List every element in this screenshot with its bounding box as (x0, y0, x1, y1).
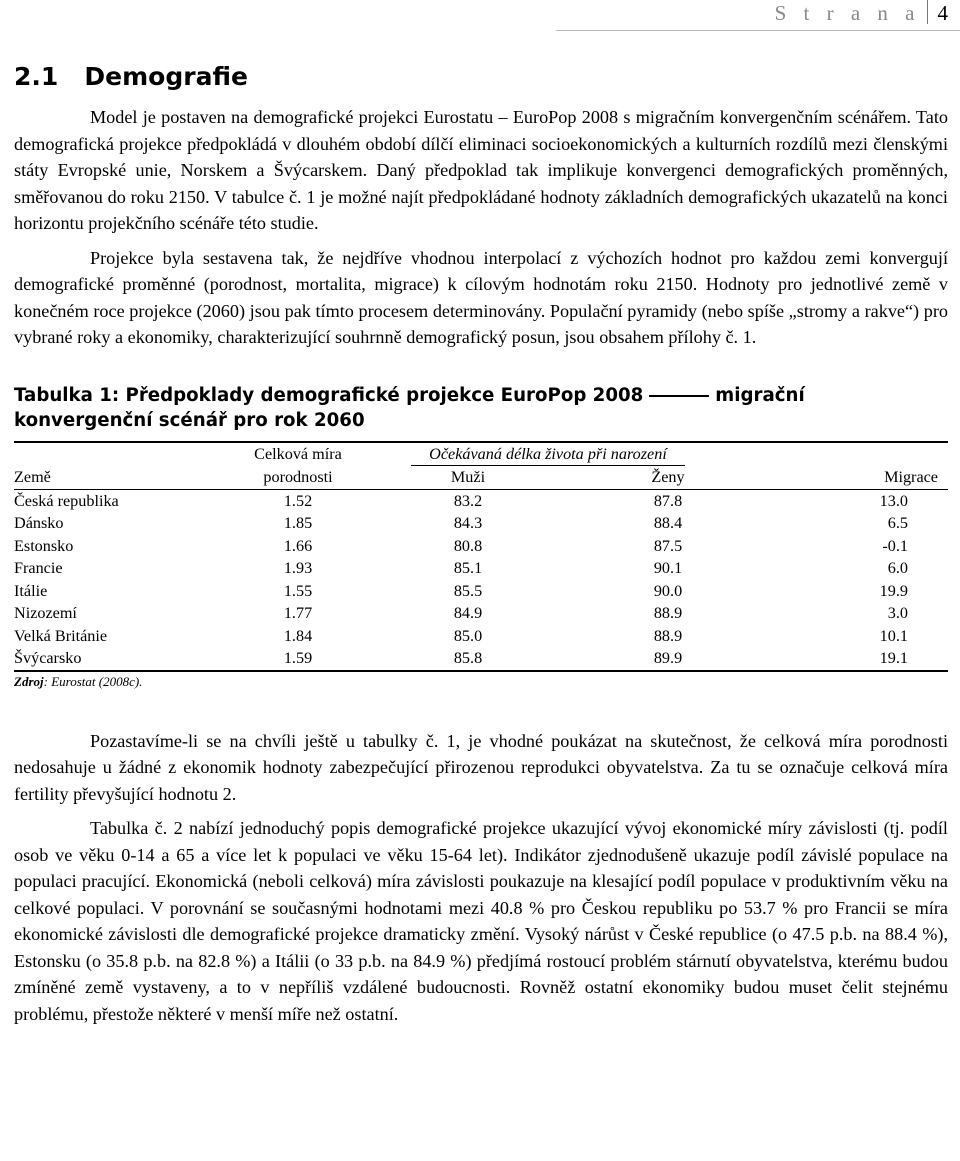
fertility-cell: 1.66 (283, 536, 313, 555)
women-life-expectancy-cell: 90.1 (653, 559, 683, 577)
table-row (14, 625, 948, 648)
page-number: 4 (937, 1, 948, 25)
women-life-expectancy-cell: 89.9 (568, 647, 768, 671)
paragraph-2: Projekce byla sestavena tak, že nejdříve vhodnou interpolací z výchozích hodnot pro každou zemi konvergují demografické proměnné (porodnost, mortalita, migrace) k cílovým hodnotám roku 2150. Hodnoty pro jednotlivé země v konečném roce projekce (2060) jsou pak tímto procesem determinovány. Populační pyramidy (nebo spíše „stromy a rakve“) pro vybrané roky a ekonomiky, charakterizující souhrnně demografický posun, jsou obsahem přílohy č. 1. (14, 247, 948, 347)
demography-table (14, 441, 948, 672)
section-number: 2.1 (14, 62, 59, 91)
caption-dash (649, 395, 709, 397)
women-life-expectancy-cell: 88.9 (653, 604, 683, 622)
migration-cell: 13.0 (879, 491, 908, 510)
table-caption-scenario: migrační konvergenční scénář pro rok 2060 (14, 384, 805, 431)
page-header (775, 0, 948, 30)
country-cell: Dánsko (14, 514, 64, 532)
header-life-expectancy-label: Očekávaná délka života při narození (411, 443, 685, 467)
fertility-cell: 1.52 (283, 491, 313, 510)
women-life-expectancy-cell: 88.4 (653, 514, 683, 532)
women-life-expectancy-cell: 87.5 (653, 536, 683, 555)
country-cell: Švýcarsko (14, 647, 228, 671)
migration-cell: 10.1 (879, 626, 908, 645)
fertility-cell: 1.93 (283, 559, 313, 577)
document-body (14, 60, 948, 1027)
table-header-row-2 (14, 466, 948, 489)
header-women: Ženy (568, 466, 768, 489)
men-life-expectancy-cell: 84.3 (453, 514, 483, 532)
migration-cell: 19.1 (768, 647, 948, 671)
source-text: : Eurostat (2008c). (43, 673, 143, 689)
fertility-cell: 1.55 (283, 581, 313, 600)
table-source (14, 674, 948, 690)
country-cell: Velká Británie (14, 626, 108, 645)
table-row (14, 602, 948, 625)
men-life-expectancy-cell: 80.8 (453, 536, 483, 555)
header-separator (927, 0, 928, 24)
country-cell: Estonsko (14, 536, 74, 555)
header-fertility-line2: porodnosti (228, 466, 368, 489)
women-life-expectancy-cell: 88.9 (653, 626, 683, 645)
header-rule (556, 30, 960, 31)
header-migration: Migrace (768, 466, 948, 489)
women-life-expectancy-cell: 90.0 (653, 581, 683, 600)
fertility-cell: 1.84 (283, 626, 313, 645)
fertility-cell: 1.77 (283, 604, 313, 622)
table-row (14, 647, 948, 671)
source-label: Zdroj (14, 673, 44, 689)
section-heading (14, 60, 948, 94)
fertility-cell: 1.85 (283, 514, 313, 532)
table-row (14, 489, 948, 512)
table-row (14, 580, 948, 603)
fertility-cell: 1.59 (228, 647, 368, 671)
men-life-expectancy-cell: 85.1 (453, 559, 483, 577)
migration-cell: 3.0 (887, 604, 908, 622)
table-header-row-1 (14, 442, 948, 467)
men-life-expectancy-cell: 85.5 (453, 581, 483, 600)
paragraph-4: Tabulka č. 2 nabízí jednoduchý popis demografické projekce ukazující vývoj ekonomické míry závislosti (tj. podíl osob ve věku 0-14 a 65 a více let k populaci ve věku 15-64 let). Indikátor zjednodušeně ukazuje podíl závislé populace na populaci pracující. Ekonomická (neboli celková) míra závislosti poukazuje na klesající podíl populace v produktivním věku na celkové populaci. V porovnání se současnými hodnotami mezi 40.8 % pro Českou republiku po 53.7 % pro Francii se míra ekonomické závislosti dle demografické projekce dramaticky změní. Vysoký nárůst v České republice (o 47.5 p.b. na 88.4 %), Estonsku (o 35.8 p.b. na 82.8 %) a Itálii (o 33 p.b. na 84.9 %) předjímá rostoucí problém stárnutí obyvatelstva, kterému budou zmíněné země vystaveny, a to v nepříliš vzdálené budoucnosti. Rovněž ostatní ekonomiky budou muset čelit stejnému problému, přestože některé v menší míře než ostatní. (14, 818, 948, 1024)
country-cell: Česká republika (14, 491, 119, 510)
table-caption (14, 383, 948, 433)
country-cell: Itálie (14, 581, 48, 600)
table-row (14, 557, 948, 580)
table-caption-main: Tabulka 1: Předpoklady demografické projekce EuroPop 2008 (14, 384, 644, 406)
migration-cell: 6.0 (887, 559, 908, 577)
paragraph-1: Model je postaven na demografické projekci Eurostatu – EuroPop 2008 s migračním konvergenčním scénářem. Tato demografická projekce předpokládá v dlouhém období dílčí eliminaci socioekonomických a kulturních rozdílů mezi členskými státy Evropské unie, Norskem a Švýcarskem. Daný předpoklad tak implikuje konvergenci demografických proměnných, směřovanou do roku 2150. V tabulce č. 1 je možné najít předpokládané hodnoty základních demografických ukazatelů na konci horizontu projekčního scénáře této studie. (14, 107, 948, 233)
men-life-expectancy-cell: 85.0 (453, 626, 483, 645)
country-cell: Nizozemí (14, 604, 77, 622)
men-life-expectancy-cell: 84.9 (453, 604, 483, 622)
table-row (14, 535, 948, 558)
header-men: Muži (368, 466, 568, 489)
migration-cell: 19.9 (879, 581, 908, 600)
header-country: Země (14, 466, 228, 489)
table-body (14, 489, 948, 671)
migration-cell: -0.1 (882, 536, 908, 555)
paragraph-3: Pozastavíme-li se na chvíli ještě u tabulky č. 1, je vhodné poukázat na skutečnost, že celková míra porodnosti nedosahuje u žádné z ekonomik hodnoty zabezpečující přirozenou reprodukci obyvatelstva. Za tu se označuje celková míra fertility převyšující hodnotu 2. (14, 730, 948, 804)
header-life-expectancy (368, 442, 768, 467)
page-label: S t r a n a (774, 1, 921, 25)
section-title: Demografie (84, 62, 248, 91)
men-life-expectancy-cell: 85.8 (368, 647, 568, 671)
header-fertility-line1: Celková míra (228, 442, 368, 467)
men-life-expectancy-cell: 83.2 (453, 491, 483, 510)
country-cell: Francie (14, 559, 63, 577)
women-life-expectancy-cell: 87.8 (653, 491, 683, 510)
migration-cell: 6.5 (887, 514, 908, 532)
table-row (14, 512, 948, 535)
